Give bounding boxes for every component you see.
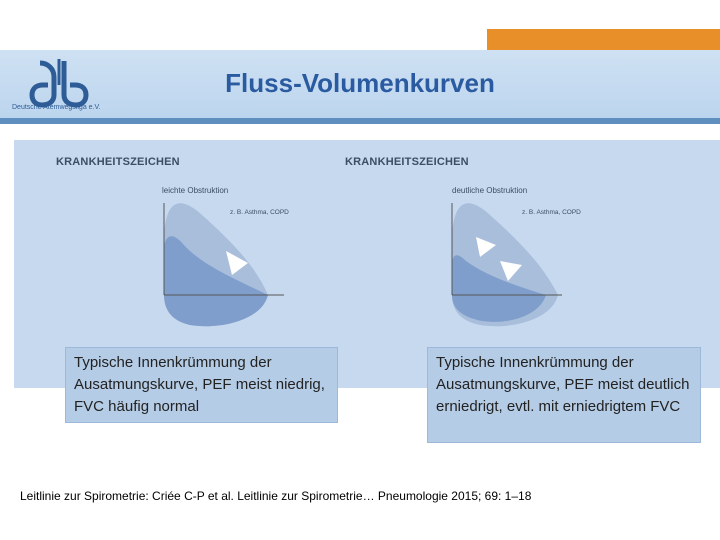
reference-citation: Leitlinie zur Spirometrie: Criée C-P et al. Leitlinie zur Spirometrie… Pneumologie 2015; 69: 1–18 — [20, 489, 532, 503]
orange-accent-bar — [487, 29, 720, 50]
logo-text: Deutsche Atemwegsliga e.V. — [12, 104, 101, 111]
panel-2-flow-volume-plot — [440, 195, 580, 335]
panel-2-subtitle: deutliche Obstruktion — [452, 186, 528, 195]
panel-1-subtitle: leichte Obstruktion — [162, 186, 229, 195]
page-title: Fluss-Volumenkurven — [225, 68, 495, 98]
panel-1-caption: Typische Innenkrümmung der Ausatmungskurve, PEF meist niedrig, FVC häufig normal — [65, 347, 338, 423]
panel-1-note: z. B. Asthma, COPD — [230, 209, 289, 216]
header-divider — [0, 118, 720, 124]
panel-2-heading: KRANKHEITSZEICHEN — [345, 156, 469, 168]
panel-2-caption: Typische Innenkrümmung der Ausatmungskurve, PEF meist deutlich erniedrigt, evtl. mit erniedrigtem FVC — [427, 347, 701, 443]
panel-1-heading: KRANKHEITSZEICHEN — [56, 156, 180, 168]
panel-1-flow-volume-plot — [150, 195, 290, 335]
panel-2-note: z. B. Asthma, COPD — [522, 209, 581, 216]
